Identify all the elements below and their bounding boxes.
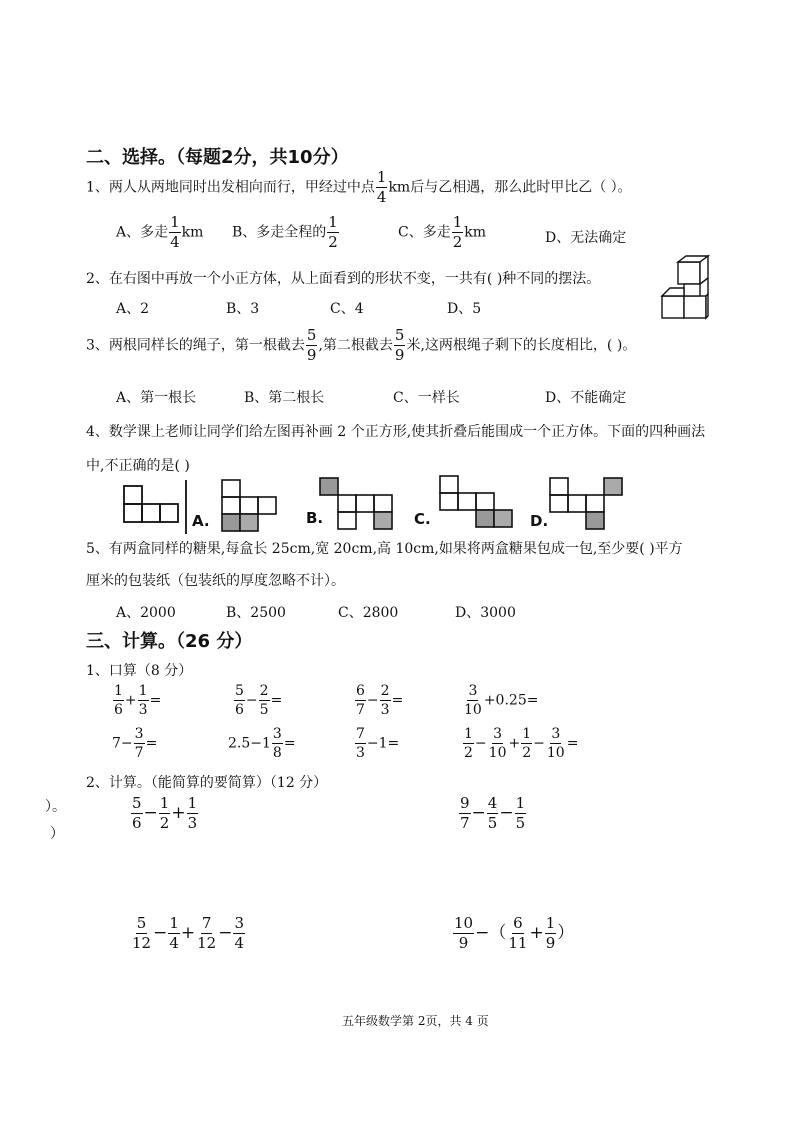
cube-stack-figure — [660, 254, 716, 324]
q2-option-c[interactable]: C、4 — [330, 301, 364, 317]
q2-option-a[interactable]: A、2 — [116, 301, 150, 317]
mental-expr-1: $\frac{1}{6}$ + $\frac{1}{3}$ = — [114, 683, 162, 718]
q2-option-b[interactable]: B、3 — [226, 301, 260, 317]
calc-expr-3: $\frac{5}{12}$ − $\frac{1}{4}$ + $\frac{7}{12}$ − $\frac{3}{4}$ — [132, 914, 245, 952]
q5-option-b[interactable]: B、2500 — [226, 605, 286, 621]
calc-expr-1: $\frac{5}{6}$ − $\frac{1}{2}$ + $\frac{1}{3}$ — [132, 794, 198, 832]
q4-option-a[interactable]: A. — [192, 512, 210, 530]
question-2: 2、在右图中再放一个小正方体，从上面看到的形状不变，一共有( )种不同的摆法。 — [86, 271, 601, 287]
q1-option-b[interactable]: B、多走全程的 $\frac{1}{2}$ — [232, 213, 338, 251]
q5-option-a[interactable]: A、2000 — [116, 605, 176, 621]
mental-expr-7: $\frac{7}{3}$ −1= — [356, 726, 400, 761]
mental-expr-2: $\frac{5}{6}$ − $\frac{2}{5}$ = — [235, 683, 283, 718]
q3-option-b[interactable]: B、第二根长 — [244, 390, 325, 406]
q5-option-c[interactable]: C、2800 — [338, 605, 399, 621]
mental-expr-4: $\frac{3}{10}$ +0.25= — [464, 683, 539, 718]
margin-mark-2: ） — [50, 826, 64, 842]
q3-option-c[interactable]: C、一样长 — [393, 390, 460, 406]
page-footer: 五年级数学第 2页，共 4 页 — [342, 1014, 489, 1028]
mental-expr-6: 2.5−1 $\frac{3}{8}$ = — [228, 726, 296, 761]
q5-option-d[interactable]: D、3000 — [455, 605, 516, 621]
q1-text-post: km后与乙相遇，那么此时甲比乙（ ）。 — [388, 179, 632, 196]
q4-option-b[interactable]: B. — [306, 509, 324, 527]
q3-option-a[interactable]: A、第一根长 — [116, 390, 197, 406]
mental-expr-8: $\frac{1}{2}$ − $\frac{3}{10}$ + $\frac{1}{2}$ − $\frac{3}{10}$ = — [464, 726, 579, 761]
q1-fraction: $\frac{1}{4}$ — [376, 168, 387, 206]
q4-option-c[interactable]: C. — [414, 510, 431, 528]
q4-option-b-figure[interactable] — [316, 474, 398, 534]
q4-option-a-figure[interactable] — [218, 478, 282, 534]
question-5-line2: 厘米的包装纸（包装纸的厚度忽略不计）。 — [86, 573, 345, 589]
mental-expr-3: $\frac{6}{7}$ − $\frac{2}{3}$ = — [356, 683, 404, 718]
question-4-line1: 4、数学课上老师让同学们给左图再补画 2 个正方形,使其折叠后能围成一个正方体。下面的四种画法 — [86, 424, 706, 440]
q1-option-a[interactable]: A、多走 $\frac{1}{4}$ km — [116, 213, 204, 251]
q1-option-d[interactable]: D、无法确定 — [545, 230, 627, 246]
q3-option-d[interactable]: D、不能确定 — [545, 390, 627, 406]
mental-expr-5: 7− $\frac{3}{7}$ = — [112, 726, 158, 761]
section2-title: 二、选择。（每题2分，共10分） — [86, 147, 349, 168]
section3-title: 三、计算。（26 分） — [86, 631, 253, 652]
q4-base-figure — [120, 478, 200, 538]
part2-title: 2、计算。（能简算的要简算）（12 分） — [86, 775, 328, 791]
q4-option-c-figure[interactable] — [436, 472, 520, 532]
q2-option-d[interactable]: D、5 — [447, 301, 482, 317]
margin-mark-1: ）。 — [45, 799, 66, 815]
q1-option-c[interactable]: C、多走 $\frac{1}{2}$ km — [398, 213, 487, 251]
part1-title: 1、口算（8 分） — [86, 663, 193, 679]
calc-expr-2: $\frac{9}{7}$ − $\frac{4}{5}$ − $\frac{1}{5}$ — [460, 794, 526, 832]
question-1 — [86, 170, 632, 205]
q1-text: 1、两人从两地同时出发相向而行，甲经过中点 — [86, 179, 375, 196]
calc-expr-4: $\frac{10}{9}$ −（ $\frac{6}{11}$ + $\frac{1}{9}$ ） — [454, 914, 575, 952]
q4-option-d-figure[interactable] — [546, 474, 626, 536]
question-4-line2: 中,不正确的是( ) — [86, 458, 190, 474]
question-3: 3、两根同样长的绳子，第一根截去 $\frac{5}{9}$ ,第二根截去 $\frac{5}{9}$ 米,这两根绳子剩下的长度相比，( )。 — [86, 326, 637, 364]
q4-option-d[interactable]: D. — [530, 512, 549, 530]
question-5-line1: 5、有两盒同样的糖果,每盒长 25cm,宽 20cm,高 10cm,如果将两盒糖果包成一包,至少要( )平方 — [86, 541, 683, 557]
